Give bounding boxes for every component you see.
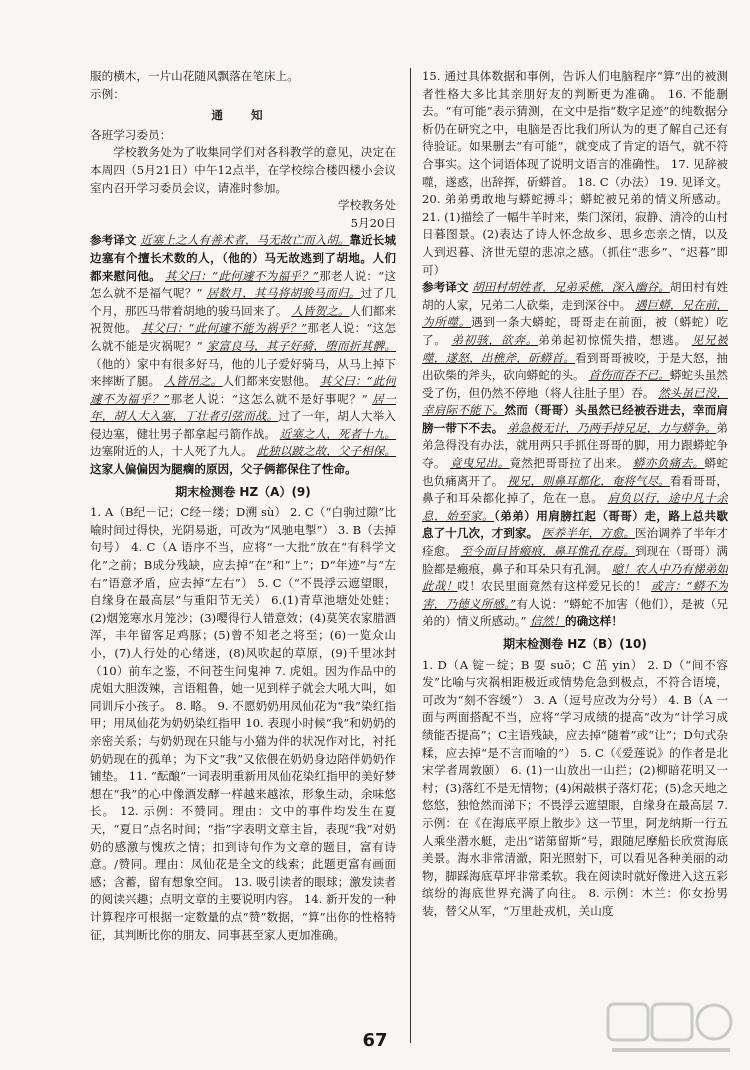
ref-classical: 或言：“蟒不为害，乃德义所感。” — [422, 579, 728, 611]
ref-label: 参考译文 — [90, 233, 137, 248]
ref-modern: 竟然把哥哥拉了出来。 — [509, 456, 629, 471]
ref-classical: 此独以跛之故，父子相保。 — [256, 444, 396, 459]
notice-body: 学校教务处为了收集同学们对各科教学的意见，决定在本周四（5月21日）中午12点半，在学校综合楼四楼小会议室内召开学习委员会议，请准时参加。 — [90, 145, 396, 195]
ref-modern: 那老人说：“这怎么就不能是灾祸呢？” — [90, 321, 396, 353]
ref-modern: 这家人偏偏因为腿瘸的原因，父子俩都保住了性命。 — [90, 462, 357, 477]
section-title-a: 期末检测卷 HZ（A）(9) — [175, 484, 311, 499]
ref-modern: 过了一年，胡人大举入侵边塞，健壮男子都拿起弓箭作战。 — [90, 409, 396, 441]
ref-classical: 胡田村胡姓者，兄弟采樵，深入幽谷。 — [472, 280, 670, 295]
ref-modern: 蟒蛇也负痛离开了。 — [422, 456, 728, 488]
ref-classical: 居一年，胡人大入塞，丁壮者引弦而战。 — [90, 391, 396, 424]
ref-classical: 然头虽已没，幸肩际不能下。 — [422, 385, 728, 418]
section-a-answers: 1. A（B纪－记；C经－缕；D溯 sù） 2. C（“白驹过隙”比喻时间过得快，光阴易逝，可改为“风驰电掣”） 3. B（去掉句号） 4. C（A 语序不当，应将“一大批”放在“有科学文化”之前；B成分残缺，应去掉“在”和“上”；D“年迹”与“左右”语意矛盾，应去掉“左右”） 5. C（“不畏浮云遮望眼，自缘身在最高层”与重阳节无关） 6.(1)青草池塘处处蛙；(2)烟笼寒水月笼沙；(3)嘤得行人错意效；(4)莫笑农家腊酒浑，丰年留客足鸡豚；(5)曾不知老之将至；(6)一览众山小，(7)人行处的心绪迷，(8)风吹起的草原，(9)千里冰封（10）前车之鉴，不问苍生问鬼神 7. 虎姐。因为作品中的虎姐大胆泼辣，言语粗鲁，她一见到样子就会大吼大叫，如同训斥小孩子。 8. 略。 9. 不愿奶奶用凤仙花为“我”染红指甲；用凤仙花为奶奶染红指甲 10. 表现小时候“我”和奶奶的亲密关系；与奶奶现在只能与小猫为伴的状况作对比，衬托奶奶现在的孤单；为下文“我”又依偎在奶奶身边陪伴奶奶作铺垫。 11. “酝酿”一词表明重新用凤仙花染红指甲的美好梦想在“我”的心中像酒发酵一样越来越浓，形象生动，余味悠长。 12. 示例：不赞同。理由：文中的事件均发生在夏天，“夏日”点名时间；“指”字表明文章主旨，表现“我”对奶奶的感激与愧疚之情；扣到诗句作为文章的题目，富有诗意。/赞同。理由：凤仙花是全文的线索；此题更富有画面感；含蓄，留有想象空间。 13. 吸引读者的眼球；激发读者的阅读兴趣；点明文章的主要说明内容。 14. 新开发的一种计算程序可根据一定数量的点“赞”数据，“算”出你的性格特征，其判断比你的朋友、同事甚至家人更加准确。 — [90, 505, 396, 942]
ref-modern: 那老人说：“这怎么就不是好事呢？” — [169, 391, 368, 406]
ref-classical: 其父曰：“此何遽不为福乎？” — [164, 268, 319, 283]
ref-modern: 看到哥哥被咬，于是大怒，抽出砍柴的斧头，砍向蟒蛇的头。 — [422, 350, 728, 383]
ref-modern: 看看哥哥，鼻子和耳朵都化掉了，危在一息。 — [422, 473, 728, 506]
ref-modern: 弟弟急得没有办法，就用两只手抓住哥哥的脚，用力跟蟒蛇争夺。 — [422, 420, 728, 471]
ref-classical: 近塞之人，死者十九。 — [279, 426, 396, 441]
ref-classical: 弟急极无计，乃两手持兄足，力与蟒争。 — [507, 420, 717, 435]
ref-modern: 过了几个月，那匹马带着胡地的骏马回来了。 — [90, 286, 396, 318]
ref-classical: 信然！ — [530, 614, 565, 629]
ref-classical: 人皆吊之。 — [163, 374, 223, 389]
notice-signature: 学校教务处 — [338, 198, 396, 213]
ref-modern: 人们都来祝贺他。 — [90, 303, 396, 336]
ref-modern: （弟弟）用肩膀扛起（哥哥）走，路上总共歇息了十几次，才到家。 — [422, 508, 728, 541]
example-label: 示例： — [90, 86, 125, 101]
ref-classical: 肩负以行，途中凡十余息，始至家。 — [422, 491, 728, 523]
ref-classical: 见兄被噬，遂怒，出樵斧，斫蟒首。 — [422, 332, 728, 365]
ref-modern: 哎！农民里面竟然有这样爱兄长的！ — [457, 579, 648, 594]
ref-modern: 遇到一条大蟒蛇，哥哥走在前面，被（蟒蛇）吃了。 — [422, 315, 728, 347]
ref-classical: 噫！农人中乃有悌弟如此哉！ — [422, 561, 728, 594]
ref-classical: 竟曳兄出。 — [449, 456, 510, 471]
ref-modern: 弟弟起初惊慌失措，想逃。 — [538, 332, 688, 347]
intro-line: 服的横木，一片山花随风飘落在笔床上。 — [90, 69, 299, 83]
ref-classical: 居数月，其马将胡骏马而归。 — [206, 286, 361, 301]
ref-classical: 视兄，则鼻耳都化，奄将气尽。 — [507, 473, 670, 488]
ref-classical: 其父曰：“此何遽不能为祸乎？” — [141, 321, 308, 336]
ref-modern: 到现在（哥哥）满脸都是瘢痕，鼻子和耳朵只有孔洞。 — [422, 544, 728, 576]
ref-modern: 靠近长城边塞有个擅长术数的人，（他的）马无故逃到了胡地。人们都来慰问他。 — [90, 233, 396, 283]
ref-modern: 蟒蛇头虽然受了伤，但仍然不停地（将人往肚子里）吞。 — [422, 368, 728, 400]
notice-recipient: 各班学习委员： — [90, 127, 172, 142]
ref-modern: （他的）家中有很多好马，他的儿子爱好骑马，从马上掉下来摔断了腿。 — [90, 356, 396, 389]
ref-modern: 的确这样！ — [564, 614, 623, 629]
page-number: 67 — [362, 1030, 388, 1051]
ref-classical: 家富良马，其子好骑，堕而折其髀。 — [206, 338, 396, 353]
right-column — [422, 68, 728, 1028]
ref-classical: 蟒亦负痛去。 — [632, 456, 705, 471]
left-column — [90, 68, 396, 1028]
ref-classical: 近塞上之人有善术者，马无故亡而入胡。 — [140, 233, 350, 248]
reference-translation-right — [422, 279, 728, 631]
ref-modern: 医治调养了半年才痊愈。 — [422, 526, 728, 559]
section-title-b: 期末检测卷 HZ（B）(10) — [503, 637, 647, 651]
ref-classical: 至今面目皆瘢痕，鼻耳惟孔存焉。 — [460, 544, 635, 559]
watermark-logo-icon — [606, 1000, 736, 1060]
section-b-answers: 1. D（A 锭－绽；B 耍 suō；C 茁 yin） 2. D（“间不容发”比喻与灾祸相距极近或情势危急到极点，不符合语境，可改为“刻不容缓”） 3. A（逗号应改为分号） 4. B（A 一面与两面搭配不当，应将“学习成绩的提高”改为“计学习成绩能否提高”；C主语残缺，应去掉“随着”或“让”；D句式杂糅，应去掉“是不言而喻的”） 5. C（《爱莲说》的作者是北宋学者周敦颐） 6. (1)一山放出一山拦；(2)柳暗花明又一村；(3)落红不是无情物；(4)闲敲棋子落灯花；(5)念天地之悠悠，独怆然而涕下；不畏浮云遮望眼，自缘身在最高层 7. 示例：在《在海底平原上散步》这一节里，阿龙纳斯一行五人乘坐潜水艇，走出“诺第留斯”号，跟随尼摩船长欣赏海底美景。海水非常清澈，阳光照射下，可以看见各种美丽的动物，脚踩海底草坪非常柔软。我在阅读时就好像进入这五彩缤纷的海底世界充满了向往。 8. 示例：木兰：你女扮男装，替父从军，“万里赴戎机，关山度 — [422, 657, 728, 918]
ref-classical: 弟初骇，欲奔。 — [451, 332, 539, 347]
ref-classical: 其父曰：“此何遽不为福乎？” — [90, 374, 396, 406]
answers-15-21: 15. 通过具体数据和事例，告诉人们电脑程序“算”出的被测者性格大多比其亲朋好友的判断更为准确。 16. 不能删去。“有可能”表示猜测，在文中是指“数字足迹”的纯数据分析仍在研究之中，电脑是否比我们所认为的更了解自己还有待验证。如果删去“有可能”，就变成了肯定的语气，就不符合事实。这个词语体现了说明文语言的准确性。 17. 见辞被噬，遂惑，出辞挥，斫蟒首。 18. C（办法） 19. 见译文。 20. 弟弟勇敢地与蟒蛇搏斗；蟒蛇被兄弟的情义所感动。 21. (1)描绘了一幅牛羊时来，柴门深闭，寂静、清冷的山村日暮图景。(2)表达了诗人怀念故乡、思乡恋亲之情，以及人到迟暮、济世无望的悲凉之感。（抓住“悲乡”、“迟暮”即可） — [422, 69, 728, 277]
notice-date: 5月20日 — [350, 215, 396, 230]
ref-modern: 胡田村有姓胡的人家，兄弟二人砍柴，走到深谷中。 — [422, 280, 728, 312]
ref-classical: 首伤而吞不已。 — [588, 368, 670, 383]
ref-modern: 人们都来安慰他。 — [222, 374, 317, 389]
ref-classical: 遇巨蟒，兄在前，为所噬。 — [422, 297, 728, 330]
ref-label: 参考译文 — [422, 280, 469, 295]
reference-translation-left — [90, 232, 396, 478]
notice-title: 通 知 — [211, 108, 275, 123]
ref-classical: 医养半年，方愈。 — [541, 526, 635, 541]
ref-modern: 那老人说：“这怎么就不是福气呢？” — [90, 268, 396, 301]
ref-modern: 边塞附近的人，十人死了九人。 — [90, 444, 253, 459]
ref-classical: 人皆贺之。 — [291, 303, 350, 318]
ref-modern: 然而（哥哥）头虽然已经被吞进去，幸而肩膀一带下不去。 — [422, 403, 728, 435]
column-divider — [410, 68, 411, 1043]
ref-modern: 有人说：“蟒蛇不加害（他们），是被（兄弟的）情义所感动。” — [422, 596, 728, 629]
